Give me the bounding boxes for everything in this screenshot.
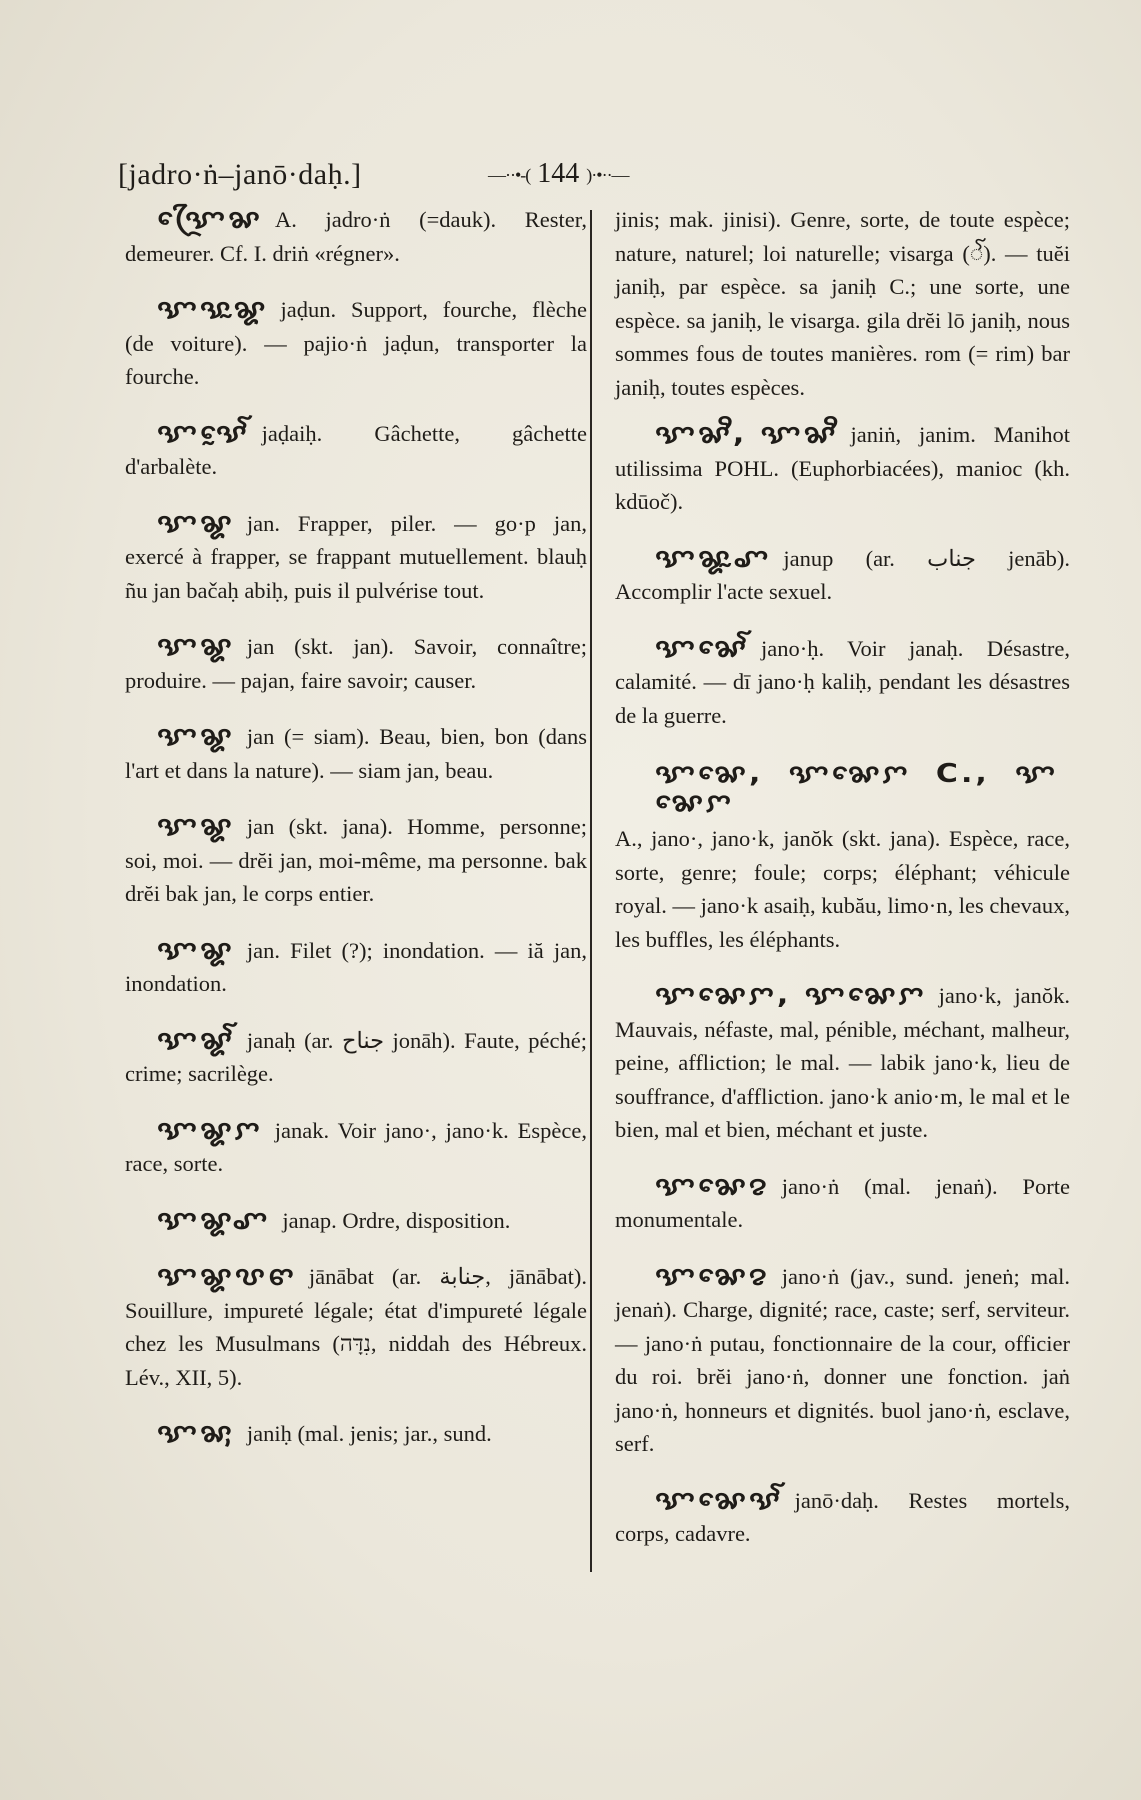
cham-script: ꨎꨗꨲ [157,1418,235,1449]
entry-text: jan (= siam). Beau, bien, bon (dans l'art et dans la nature). — siam jan, beau. [125,724,587,783]
entry-jan-5 [125,934,587,1001]
entry-janih-continued [615,203,1070,404]
entry-text: A. jadro·ṅ (=dauk). Rester, demeurer. Cf. I. driṅ «régner». [125,207,587,266]
column-divider [590,210,592,1572]
entry-text: janup (ar. جناب jenāb). Accomplir l'acte sexuel. [615,545,1071,604]
entry-text: A., jano·, jano·k, janŏk (skt. jana). Espèce, race, sorte, genre; foule; corps; éléphant; véhicule royal. — jano·k asaiḥ, kubău, limo·n, les chevaux, les buffles, les éléphants. [615,826,1070,952]
page-header [118,158,721,198]
entry-janin [615,418,1070,519]
cham-script: ꨎꨘ [157,811,235,842]
entry-text: janap. Ordre, disposition. [282,1207,511,1233]
entry-text: jan. Frapper, piler. — go·p jan, exercé à frapper, se frappant mutuellement. blauḥ ñu jan bačaḥ abiḥ, puis il pulvérise tout. [125,510,587,603]
entry-jadaih [125,417,587,484]
entry-janoh [615,632,1070,733]
left-column [125,203,587,1474]
entry-janabat [125,1260,587,1394]
entry-janodah [615,1484,1070,1551]
running-head: [jadro·ṅ–janō·daḥ.] [118,158,362,191]
entry-text: janiṅ, janim. Manihot utilissima POHL. (Euphorbiacées), manioc (kh. kdūoč). [615,422,1070,514]
entry-text: jano·ṅ (jav., sund. jeneṅ; mal. jenaṅ). Charge, dignité; race, caste; serf, serviteur. — jano·ṅ putau, fonctionnaire de la cour, officier du roi. brĕi jano·ṅ, donner une fonction. jaṅ jano·ṅ, honneurs et dignités. buol jano·ṅ, esclave, serf. [615,1263,1070,1456]
cham-script: ꨎꨘꨝꨓ [157,1261,297,1292]
entry-jadron [125,203,587,270]
entry-text: jan (skt. jana). Homme, personne; soi, moi. — drĕi jan, moi-même, ma personne. bak drĕi bak jan, le corps entier. [125,814,587,906]
entry-text: janaḥ (ar. جناح jonāh). Faute, péché; crime; sacrilège. [125,1027,587,1086]
cham-script: ꨎꨘ [157,935,235,965]
entry-janon-2 [615,1260,1070,1461]
entry-text: jano·k, janŏk. Mauvais, néfaste, mal, pénible, méchant, malheur, peine, affliction; le mal. — labik jano·k, lieu de souffrance, d'affliction. jano·k anio·m, le mal et le bien, mal et bien, méchant et juste. [615,983,1070,1142]
page-number-block [488,158,629,190]
right-column [615,203,1070,1574]
entry-janup [615,542,1070,609]
cham-script: ꨎꨗꨯꨱ [655,633,749,663]
cham-script: ꨎꨘ [157,508,235,538]
entry-jan-2 [125,630,587,697]
entry-jan-1 [125,507,587,608]
entry-text: jaḍaiḥ. Gâchette, gâchette d'arbalète. [125,420,587,479]
entry-text: janak. Voir jano·, jano·k. Espèce, race, sorte. [125,1117,587,1176]
cham-script: ꨎꨘ [157,721,235,752]
entry-janon-1 [615,1170,1070,1237]
page-number: 144 [537,158,580,189]
cham-script: ꨎꨕꨰꨱ [157,418,250,448]
entry-text: jinis; mak. jinisi). Genre, sorte, de toute espèce; nature, naturel; loi naturelle; visarga (ꨱ). — tuĕi janiḥ, par espèce. sa janiḥ C.; une sorte, une espèce. sa janiḥ, le visarga. gila drĕi lō janiḥ, nous sommes fous de toutes manières. rom (= rim) bar janiḥ, toutes espèces. [615,207,1070,400]
cham-script: ꨎꨕꨭꨘ [157,294,269,325]
entry-text: janō·daḥ. Restes mortels, corps, cadavre. [615,1487,1070,1546]
entry-janap [125,1204,587,1238]
entry-jan-3 [125,720,587,787]
cham-script: ꨎꨘꨭꨚ [655,543,772,573]
cham-script: ꨎꨴꨯꨗ [157,204,263,235]
entry-text: jano·ṅ (mal. jenaṅ). Porte monumentale. [615,1173,1070,1232]
entry-jadun [125,293,587,394]
cham-script: ꨎꨘꨚ [157,1205,271,1235]
entry-text: jaḍun. Support, fourche, flèche (de voiture). — pajio·ṅ jaḍun, transporter la fourche. [125,297,587,389]
entry-text: janiḥ (mal. jenis; jar., sund. [246,1421,492,1446]
cham-script: ꨎꨗꨯꨆ, ꨎꨗꨯꨆ [655,980,927,1011]
entry-jan-4 [125,810,587,911]
entry-jano [615,755,1070,956]
entry-text: jan (skt. jan). Savoir, connaître; produire. — pajan, faire savoir; causer. [125,634,587,693]
cham-script: ꨎꨗꨯꨂ [655,1171,770,1201]
entry-text: jānābat (ar. جنابة, jānābat). Souillure, impureté légale; état d'impureté légale chez les Musulmans (נִדָּה, niddah des Hébreux. Lév., XII, 5). [125,1264,587,1390]
cham-script: ꨎꨘ [157,631,235,662]
entry-janak [125,1114,587,1181]
entry-janok [615,979,1070,1147]
ornament-right: )·•··— [586,165,629,186]
entry-text: jan. Filet (?); inondation. — iă jan, inondation. [125,937,587,996]
cham-script: ꨎꨗꨯ, ꨎꨗꨯꨆ C., ꨎꨗꨯꨆ [655,759,1058,818]
cham-script: ꨎꨗꨯꨕꨱ [655,1485,783,1515]
entry-text: jano·ḥ. Voir janaḥ. Désastre, calamité. — dī jano·ḥ kaliḥ, pendant les désastres de la guerre. [615,635,1070,728]
entry-janah [125,1024,587,1091]
entry-janih [125,1417,587,1451]
cham-script: ꨎꨗꨯꨂ [655,1261,770,1291]
cham-script: ꨎꨗꨪ, ꨎꨗꨪ [655,419,839,450]
cham-script: ꨎꨘꨱ [157,1025,235,1055]
ornament-left: —··•-( [488,165,531,186]
cham-script: ꨎꨘꨆ [157,1115,263,1145]
